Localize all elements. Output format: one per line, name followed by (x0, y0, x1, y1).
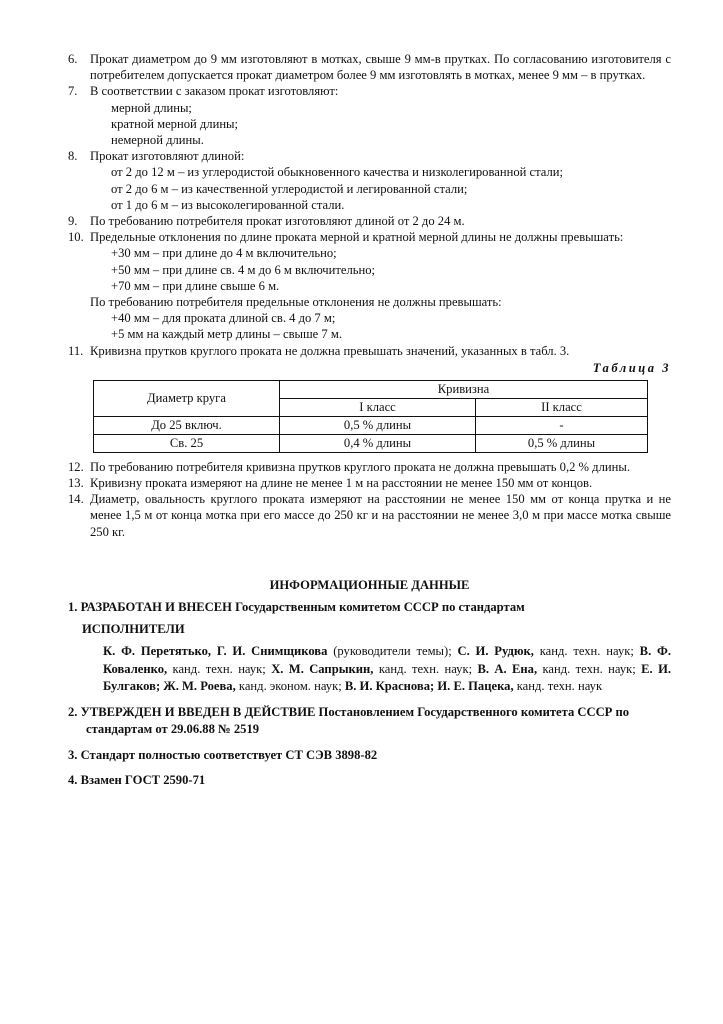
executor-name: С. И. Рудюк, (457, 644, 534, 659)
table-header-row (94, 380, 648, 398)
cell-diameter: До 25 включ. (94, 416, 280, 434)
item-10-sub-1: +30 мм – при длине до 4 м включительно; (111, 246, 337, 261)
item-7-sub-2: кратной мерной длины; (111, 116, 239, 131)
executor-role: канд. техн. наук; (167, 661, 272, 676)
item-14 (68, 491, 671, 540)
item-8-sub-3: от 1 до 6 м – из высоколегированной стали. (111, 197, 345, 212)
item-text: Кривизна прутков круглого проката не должна превышать значений, указанных в табл. 3. (90, 343, 570, 358)
item-8-sub-2: от 2 до 6 м – из качественной углеродистой и легированной стали; (111, 181, 468, 196)
item-number: 10. (68, 230, 84, 245)
item-7 (68, 83, 671, 99)
item-6 (68, 51, 671, 83)
item-text: Прокат изготовляют длиной: (90, 149, 245, 164)
item-number: 9. (68, 214, 78, 229)
executor-name: В. И. Краснова; И. Е. Пацека, (344, 679, 514, 694)
table-row (94, 434, 648, 452)
item-number: 6. (68, 52, 78, 66)
info-item-3: 3. Стандарт полностью соответствует СТ СЭВ 3898-82 (68, 747, 378, 762)
item-number: 14. (68, 492, 84, 507)
item-12 (68, 459, 671, 475)
item-text: Диаметр, овальность круглого проката измеряют на расстоянии не менее 150 мм от конца прутка и не менее 1,5 м от конца мотка при его массе до 250 кг и на расстоянии не менее 3,0 м при массе мотка свыше 250 кг. (90, 492, 671, 539)
item-9 (68, 213, 671, 229)
executor-role: канд. эконом. наук; (235, 679, 345, 694)
executor-role: канд. техн. наук; (373, 661, 478, 676)
item-10-continuation: По требованию потребителя предельные отклонения не должны превышать: (90, 295, 502, 310)
item-text: По требованию потребителя прокат изготовляют длиной от 2 до 24 м. (90, 214, 465, 229)
item-11 (68, 343, 671, 359)
cell-class-2: 0,5 % длины (476, 434, 648, 452)
item-8-sub-1: от 2 до 12 м – из углеродистой обыкновенного качества и низколегированной стали; (111, 165, 563, 180)
info-item-4: 4. Взамен ГОСТ 2590-71 (68, 773, 206, 788)
cell-class-1: 0,5 % длины (280, 416, 476, 434)
item-text: Прокат диаметром до 9 мм изготовляют в мотках, свыше 9 мм-в прутках. По согласованию изготовителя с потребителем допускается прокат диаметром более 9 мм изготовлять в мотках, менее 9 мм – в прутках. (90, 52, 671, 83)
executor-role: (руководители темы); (327, 644, 458, 659)
item-number: 13. (68, 476, 84, 491)
item-13 (68, 475, 671, 491)
executor-role: канд. техн. наук (513, 679, 603, 694)
executor-name: Х. М. Сапрыкин, (271, 661, 374, 676)
executor-name: Е. И. Булгаков; Ж. М. Роева, (103, 661, 672, 694)
cell-diameter: Св. 25 (94, 434, 280, 452)
item-7-sub-1: мерной длины; (111, 100, 192, 115)
executor-name: В. А. Ена, (477, 661, 538, 676)
table-row (94, 416, 648, 434)
executor-role: канд. техн. наук; (537, 661, 642, 676)
info-title: ИНФОРМАЦИОННЫЕ ДАННЫЕ (269, 577, 470, 592)
item-10-sub2-1: +40 мм – для проката длиной св. 4 до 7 м; (111, 311, 336, 326)
item-text: В соответствии с заказом прокат изготовляют: (90, 84, 339, 99)
item-10-sub-3: +70 мм – при длине свыше 6 м. (111, 278, 280, 293)
cell-class-2: - (476, 416, 648, 434)
header-diameter: Диаметр круга (94, 380, 280, 416)
executor-name: В. Ф. Коваленко, (103, 644, 671, 676)
executors-heading: ИСПОЛНИТЕЛИ (82, 622, 185, 637)
item-text: Предельные отклонения по длине проката мерной и кратной мерной длины не должны превышать: (90, 230, 624, 245)
executors-list (68, 643, 671, 696)
item-number: 12. (68, 459, 84, 474)
item-7-sub-3: немерной длины. (111, 133, 204, 148)
item-number: 7. (68, 84, 78, 99)
item-number: 8. (68, 149, 78, 164)
header-class-1: I класс (280, 398, 476, 416)
executor-name: К. Ф. Перетятько, Г. И. Снимщикова (103, 644, 328, 659)
header-curvature: Кривизна (280, 380, 648, 398)
info-item-1: 1. РАЗРАБОТАН И ВНЕСЕН Государственным комитетом СССР по стандартам (68, 599, 525, 614)
item-text: Кривизну проката измеряют на длине не менее 1 м на расстоянии не менее 150 мм от концов. (90, 476, 593, 491)
item-text: По требованию потребителя кривизна прутков круглого проката не должна превышать 0,2 % длины. (90, 459, 630, 474)
item-8 (68, 148, 671, 164)
header-class-2: II класс (476, 398, 648, 416)
item-number: 11. (68, 343, 84, 358)
curvature-table (93, 380, 648, 453)
table-caption: Таблица 3 (592, 360, 671, 375)
cell-class-1: 0,4 % длины (280, 434, 476, 452)
item-10-sub-2: +50 мм – при длине св. 4 м до 6 м включительно; (111, 262, 376, 277)
item-10-sub2-2: +5 мм на каждый метр длины – свыше 7 м. (111, 327, 342, 342)
info-item-2: 2. УТВЕРЖДЕН И ВВЕДЕН В ДЕЙСТВИЕ Постановлением Государственного комитета СССР по стандартам от 29.06.88 № 2519 (68, 704, 630, 737)
executor-role: канд. техн. наук; (533, 644, 640, 659)
item-10 (68, 229, 671, 245)
